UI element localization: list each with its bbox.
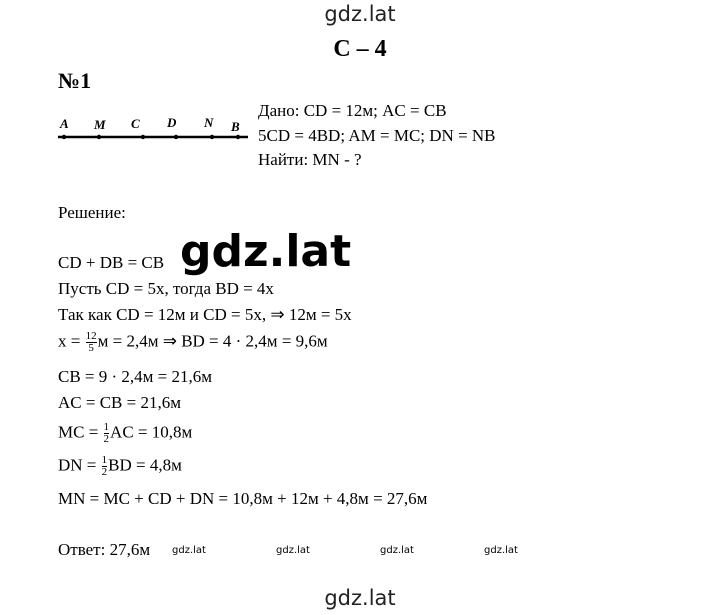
point-m-label: M (94, 117, 106, 132)
watermark-bottom: gdz.lat (324, 586, 396, 610)
solution-title: Решение: (58, 203, 126, 222)
find-line: Найти: MN - ? (258, 150, 362, 169)
point-d-dot (174, 135, 178, 139)
page-heading: С – 4 (333, 36, 387, 62)
fraction-12-5: $\frac{12}{5}$ (85, 330, 97, 354)
solution-line-2: Пусть CD = 5x, тогда BD = 4x (58, 279, 274, 298)
watermark-small: gdz.lat (484, 545, 518, 556)
solution-line-9: MN = MC + CD + DN = 10,8м + 12м + 4,8м = 27,6м (58, 489, 428, 508)
point-b-dot (236, 135, 240, 139)
answer-line: Ответ: 27,6м (58, 540, 151, 559)
point-c-label: C (131, 116, 140, 131)
watermark-small: gdz.lat (380, 545, 414, 556)
point-n-dot (210, 135, 214, 139)
solution-line-8: DN = $\frac{1}{2}$ BD = 4,8м (58, 454, 182, 478)
point-m-dot (97, 135, 101, 139)
task-number: №1 (58, 68, 92, 93)
solution-line-7: MC = $\frac{1}{2}$ AC = 10,8м (58, 421, 193, 445)
watermark-small: gdz.lat (172, 545, 206, 556)
solution-line-5: CB = 9 · 2,4м = 21,6м (58, 367, 213, 386)
fraction-1-2: $\frac{1}{2}$ (103, 421, 110, 445)
watermark-top: gdz.lat (324, 2, 396, 26)
point-a-dot (62, 135, 66, 139)
point-b-label: B (231, 119, 240, 134)
given-line-2: 5CD = 4BD; AM = MC; DN = NB (258, 126, 496, 145)
point-c-dot (141, 135, 145, 139)
point-n-label: N (204, 115, 214, 130)
solution-line-4: x = $\frac{12}{5}$ м = 2,4м ⇒ BD = 4 · 2,4м = 9,6м (58, 330, 328, 354)
solution-line-1: CD + DB = CB (58, 253, 165, 272)
solution-line-6: AC = CB = 21,6м (58, 393, 181, 412)
point-a-label: A (60, 116, 69, 131)
solution-line-3: Так как CD = 12м и CD = 5x, ⇒ 12м = 5x (58, 305, 352, 324)
watermark-big: gdz.lat (180, 226, 352, 277)
point-d-label: D (167, 115, 177, 130)
watermark-small: gdz.lat (276, 545, 310, 556)
given-line-1: Дано: CD = 12м; AC = CB (258, 101, 447, 120)
fraction-1-2: $\frac{1}{2}$ (101, 454, 108, 478)
segment-diagram (56, 112, 256, 142)
